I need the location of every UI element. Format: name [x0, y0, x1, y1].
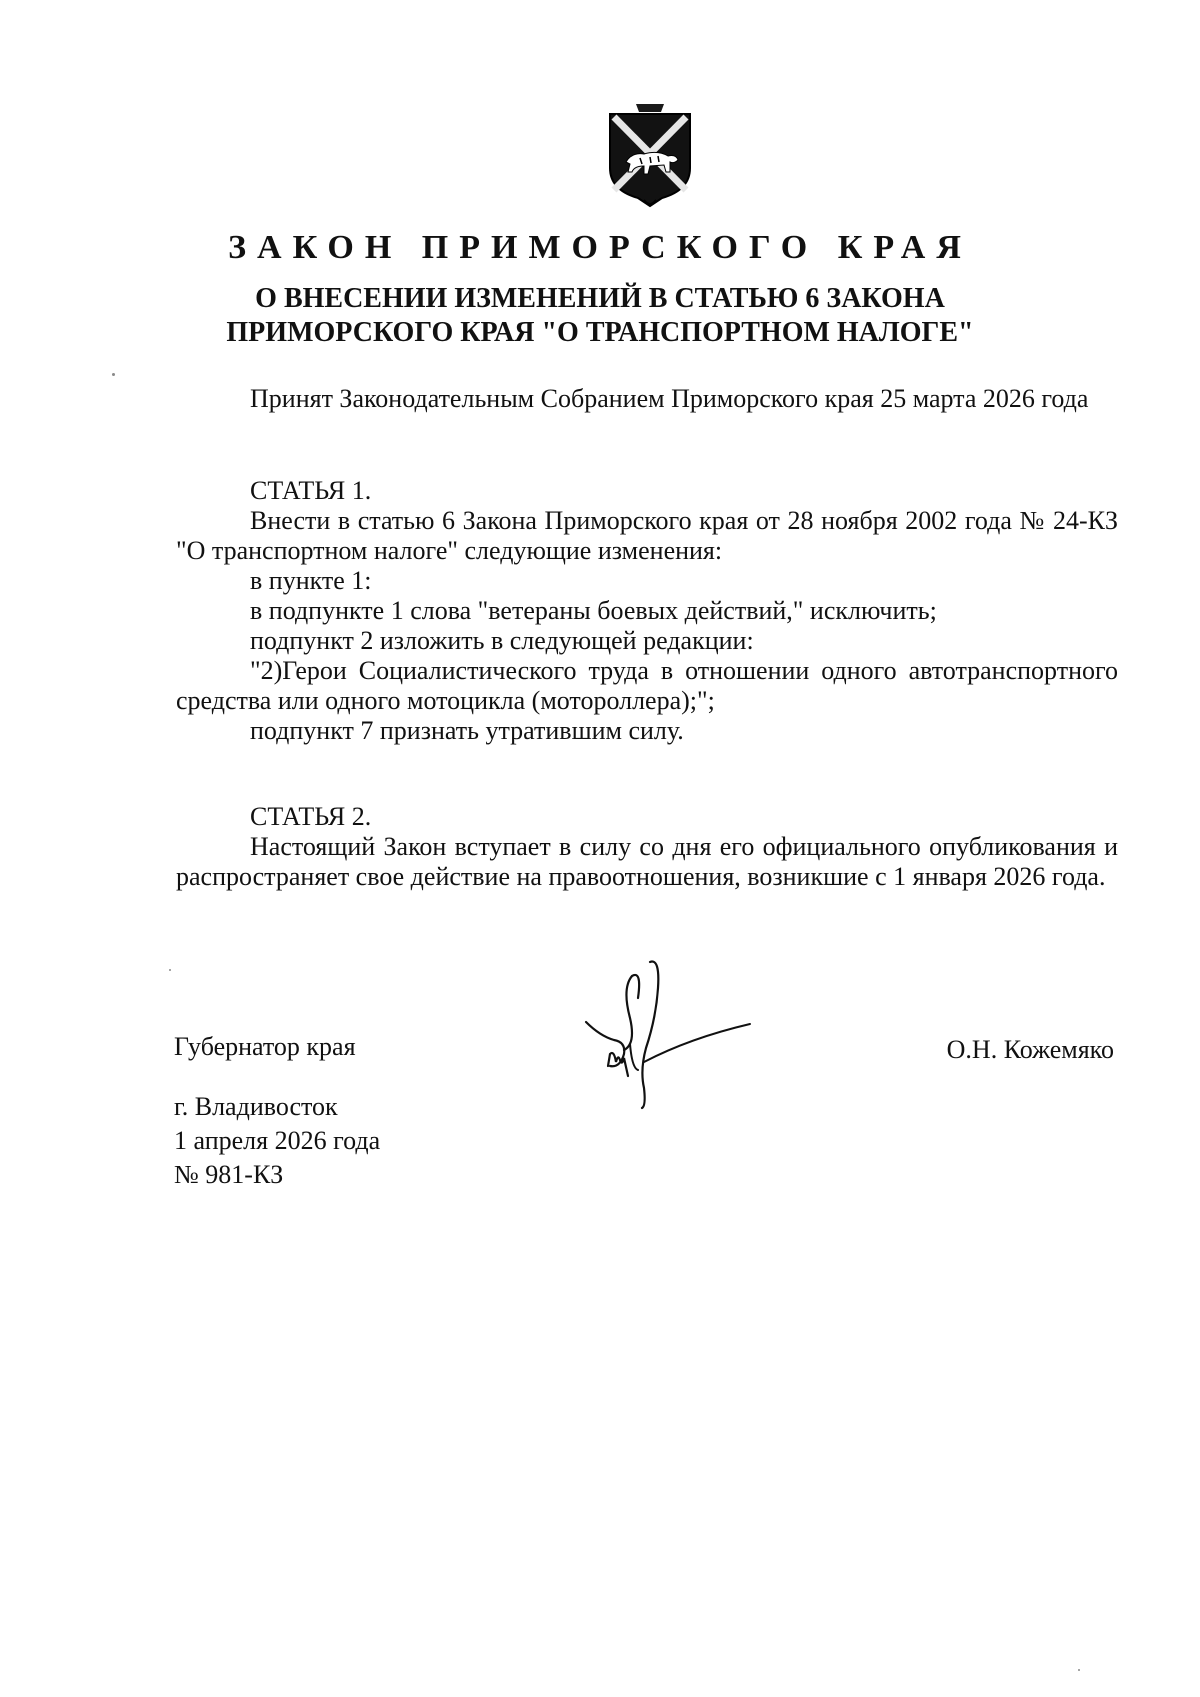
article-1-item: подпункт 7 признать утратившим силу.	[250, 716, 684, 745]
law-title	[0, 282, 1200, 350]
scan-speck	[112, 373, 115, 376]
article-2-text: Настоящий Закон вступает в силу со дня его официального опубликования и распространяет свое действие на правоотношения, возникшие с 1 января 2026 года.	[176, 832, 1118, 891]
adoption-statement: Принят Законодательным Собранием Приморского края 25 марта 2026 года	[250, 384, 1089, 413]
signatory-name: О.Н. Кожемяко	[946, 1035, 1114, 1064]
article-1-item: в подпункте 1 слова "ветераны боевых действий," исключить;	[250, 596, 937, 625]
signatory-position: Губернатор края	[174, 1032, 356, 1061]
scan-speck	[169, 969, 171, 971]
article-2-heading: СТАТЬЯ 2.	[250, 802, 372, 831]
coat-of-arms-tiger-icon	[604, 102, 696, 208]
article-1-item: в пункте 1:	[250, 566, 372, 595]
law-number: № 981-КЗ	[174, 1160, 284, 1189]
date: 1 апреля 2026 года	[174, 1126, 381, 1155]
law-heading: ЗАКОН ПРИМОРСКОГО КРАЯ	[228, 229, 972, 266]
article-1-item: подпункт 2 изложить в следующей редакции:	[250, 626, 754, 655]
scan-speck	[1078, 1669, 1080, 1671]
law-title-line-2: ПРИМОРСКОГО КРАЯ "О ТРАНСПОРТНОМ НАЛОГЕ"	[226, 317, 974, 348]
article-2	[176, 802, 1118, 892]
city: г. Владивосток	[174, 1092, 338, 1121]
law-title-line-1: О ВНЕСЕНИИ ИЗМЕНЕНИЙ В СТАТЬЮ 6 ЗАКОНА	[255, 283, 945, 314]
article-1-item: "2)Герои Социалистического труда в отношении одного автотранспортного средства или одного мотоцикла (мотороллера);";	[176, 656, 1118, 715]
place-date-block	[174, 1090, 380, 1192]
article-1-intro: Внести в статью 6 Закона Приморского края от 28 ноября 2002 года № 24-КЗ "О транспортном налоге" следующие изменения:	[176, 506, 1118, 565]
article-1-heading: СТАТЬЯ 1.	[250, 476, 372, 505]
handwritten-signature-icon	[580, 958, 756, 1114]
article-1	[176, 476, 1118, 746]
